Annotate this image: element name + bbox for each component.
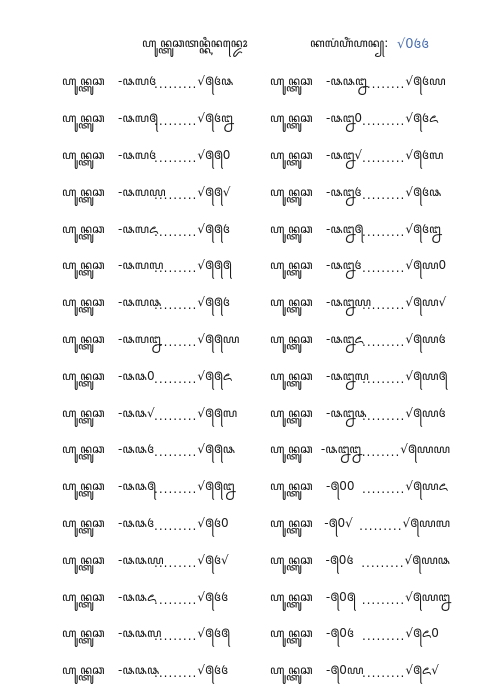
index-entry xyxy=(270,140,450,177)
entry-page-ref: √꧕꧕꧔ xyxy=(197,295,230,310)
entry-label: ꦲꦸꦤ꧀ꦠꦸꦕ xyxy=(62,331,105,346)
entry-number: -꧘꧒꧗ xyxy=(326,368,369,383)
entry-page-ref: √꧕꧕꧒ xyxy=(197,479,235,494)
index-entry xyxy=(62,213,242,250)
entry-page-ref: √꧕꧙꧕ xyxy=(405,368,448,383)
entry-number: -꧘꧗꧔ xyxy=(118,74,157,89)
entry-page-ref: √꧕꧙√ xyxy=(405,295,447,310)
entry-page-ref: √꧕꧕꧗ xyxy=(197,405,238,420)
entry-leader-dots: ......... xyxy=(362,298,406,313)
index-entry xyxy=(270,324,450,361)
entry-number: -꧘꧒꧖ xyxy=(326,331,364,346)
entry-label: ꦲꦸꦤ꧀ꦠꦸꦕ xyxy=(270,663,313,678)
entry-label: ꦲꦸꦤ꧀ꦠꦸꦕ xyxy=(270,479,313,494)
index-entry xyxy=(270,397,450,434)
entry-leader-dots: ......... xyxy=(362,666,406,681)
entry-leader-dots: ......... xyxy=(154,555,198,570)
entry-page-ref: √꧕꧕√ xyxy=(197,184,231,199)
entry-label: ꦲꦸꦤ꧀ꦠꦸꦕ xyxy=(62,589,105,604)
entry-number: -꧘꧘꧒ xyxy=(326,74,367,89)
entry-number: -꧘꧗꧖ xyxy=(118,221,159,236)
entry-number: -꧘꧒꧕ xyxy=(326,221,364,236)
entry-label: ꦲꦸꦤ꧀ꦠꦸꦕ xyxy=(270,589,313,604)
entry-leader-dots: ......... xyxy=(154,114,198,129)
entry-number: -꧘꧒꧙ xyxy=(326,295,371,310)
index-entry xyxy=(62,544,242,581)
entry-label: ꦲꦸꦤ꧀ꦠꦸꦕ xyxy=(270,626,313,641)
entry-number: -꧘꧘√ xyxy=(118,405,155,420)
entry-number: -꧘꧒0 xyxy=(326,111,363,126)
index-entry xyxy=(270,508,450,545)
index-entry xyxy=(62,176,242,213)
entry-number: -꧘꧘꧖ xyxy=(118,589,157,604)
index-entry xyxy=(62,471,242,508)
entry-number: -꧘꧘꧕ xyxy=(118,479,156,494)
index-entry xyxy=(270,66,450,103)
entry-leader-dots: ......... xyxy=(154,482,198,497)
entry-page-ref: √꧕꧔√ xyxy=(197,552,229,567)
entry-page-ref: √꧕꧕꧙ xyxy=(197,331,240,346)
entry-page-ref: √꧕꧕0 xyxy=(197,147,231,162)
entry-leader-dots: ......... xyxy=(362,114,406,129)
entry-label: ꦲꦸꦤ꧀ꦠꦸꦕ xyxy=(62,515,105,530)
entry-page-ref: √꧕꧙꧖ xyxy=(405,479,448,494)
entry-number: -꧘꧒꧒ xyxy=(320,442,362,457)
entry-leader-dots: ......... xyxy=(361,592,406,607)
index-entry xyxy=(270,287,450,324)
index-entry xyxy=(62,397,242,434)
entry-number: -꧘꧘꧔ xyxy=(118,515,155,530)
entry-label: ꦲꦸꦤ꧀ꦠꦸꦕ xyxy=(62,111,105,126)
index-entry xyxy=(62,655,242,692)
index-entry xyxy=(62,287,242,324)
entry-page-ref: √꧕꧕꧖ xyxy=(197,368,233,383)
entry-label: ꦲꦸꦤ꧀ꦠꦸꦕ xyxy=(62,626,105,641)
entry-leader-dots: ......... xyxy=(359,518,403,533)
entry-number: -꧕0√ xyxy=(324,515,353,530)
entry-label: ꦲꦸꦤ꧀ꦠꦸꦕ xyxy=(270,515,313,530)
index-entry xyxy=(62,324,242,361)
entry-leader-dots: ......... xyxy=(362,629,406,644)
entry-page-ref: √꧕꧔꧖ xyxy=(405,111,439,126)
entry-number: -꧘꧒꧔ xyxy=(326,258,362,273)
entry-page-ref: √꧕꧔꧒ xyxy=(197,111,233,126)
entry-leader-dots: ......... xyxy=(362,187,406,202)
entry-label: ꦲꦸꦤ꧀ꦠꦸꦕ xyxy=(270,74,313,89)
entry-leader-dots: ......... xyxy=(356,445,401,460)
entry-page-ref: √꧕꧙꧙ xyxy=(400,442,450,457)
entry-leader-dots: ......... xyxy=(154,77,198,92)
entry-number: -꧘꧗꧔ xyxy=(118,147,157,162)
entry-leader-dots: ......... xyxy=(154,224,198,239)
entry-leader-dots: ......... xyxy=(361,555,405,570)
entry-leader-dots: ......... xyxy=(154,666,198,681)
index-entry xyxy=(62,250,242,287)
entry-page-ref: √꧕꧙꧔ xyxy=(405,331,446,346)
entry-leader-dots: ......... xyxy=(154,518,198,533)
index-entry xyxy=(270,176,450,213)
entry-number: -꧘꧒꧔ xyxy=(326,184,362,199)
entry-leader-dots: ......... xyxy=(362,77,406,92)
entry-leader-dots: ......... xyxy=(362,408,406,423)
entry-number: -꧘꧒√ xyxy=(326,147,363,162)
entry-leader-dots: ......... xyxy=(362,224,406,239)
entry-number: -꧘꧘0 xyxy=(118,368,155,383)
entry-leader-dots: ......... xyxy=(362,334,406,349)
entry-leader-dots: ......... xyxy=(154,629,198,644)
page-header xyxy=(0,34,494,56)
index-entry xyxy=(62,434,242,471)
entry-page-ref: √꧕꧔꧘ xyxy=(197,74,234,89)
index-entry xyxy=(270,581,450,618)
entry-label: ꦲꦸꦤ꧀ꦠꦸꦕ xyxy=(270,552,313,567)
entry-label: ꦲꦸꦤ꧀ꦠꦸꦕ xyxy=(270,295,313,310)
entry-number: -꧘꧘꧙ xyxy=(118,552,164,567)
entry-page-ref: √꧕꧔꧘ xyxy=(405,184,442,199)
entry-page-ref: √꧕꧕꧕ xyxy=(197,258,232,273)
entry-page-ref: √꧕꧙꧗ xyxy=(402,515,450,530)
entry-label: ꦲꦸꦤ꧀ꦠꦸꦕ xyxy=(270,184,313,199)
index-entry xyxy=(62,360,242,397)
entry-page-ref: √꧕꧔0 xyxy=(197,515,229,530)
entry-page-ref: √꧕꧙0 xyxy=(405,258,447,273)
entry-label: ꦲꦸꦤ꧀ꦠꦸꦕ xyxy=(62,221,105,236)
entry-label: ꦲꦸꦤ꧀ꦠꦸꦕ xyxy=(62,442,105,457)
entry-number: -꧘꧘꧔ xyxy=(118,442,155,457)
entry-label: ꦲꦸꦤ꧀ꦠꦸꦕ xyxy=(270,331,313,346)
entry-label: ꦲꦸꦤ꧀ꦠꦸꦕ xyxy=(270,147,313,162)
entry-label: ꦲꦸꦤ꧀ꦠꦸꦕ xyxy=(62,74,105,89)
entry-page-ref: √꧕꧔꧙ xyxy=(405,74,446,89)
entry-label: ꦲꦸꦤ꧀ꦠꦸꦕ xyxy=(270,111,313,126)
entry-leader-dots: ......... xyxy=(154,150,198,165)
entry-leader-dots: ......... xyxy=(362,482,406,497)
entry-page-ref: √꧕꧕꧘ xyxy=(197,442,236,457)
index-entry xyxy=(270,250,450,287)
entry-page-ref: √꧕꧖√ xyxy=(405,663,439,678)
entry-page-ref: √꧕꧙꧔ xyxy=(405,405,446,420)
entry-leader-dots: ......... xyxy=(154,592,198,607)
document-title: ꦲꦸꦤ꧀ꦠꦸꦕꦠꦤ꧀ꦏꦶꦤꦤ꧀ꦢꦺꦴ xyxy=(142,36,248,50)
index-entry xyxy=(270,434,450,471)
entry-number: -꧕0꧙ xyxy=(326,663,364,678)
entry-leader-dots: ......... xyxy=(154,445,198,460)
entry-number: -꧘꧗꧕ xyxy=(118,111,158,126)
entry-page-ref: √꧕꧙꧒ xyxy=(405,589,450,604)
entry-number: -꧘꧗꧙ xyxy=(118,184,166,199)
entry-page-ref: √꧕꧕꧔ xyxy=(197,221,230,236)
entry-page-ref: √꧕꧔꧕ xyxy=(197,626,230,641)
page-number: √0꧔꧔ xyxy=(397,37,429,52)
index-column-right xyxy=(270,66,450,692)
index-entry xyxy=(270,544,450,581)
index-column-left xyxy=(62,66,242,692)
index-entry xyxy=(270,618,450,655)
index-entry xyxy=(62,508,242,545)
index-entry xyxy=(62,103,242,140)
entry-page-ref: √꧕꧔꧔ xyxy=(197,589,229,604)
entry-label: ꦲꦸꦤ꧀ꦠꦸꦕ xyxy=(62,147,105,162)
entry-label: ꦲꦸꦤ꧀ꦠꦸꦕ xyxy=(62,258,105,273)
entry-label: ꦲꦸꦤ꧀ꦠꦸꦕ xyxy=(270,221,313,236)
entry-label: ꦲꦸꦤ꧀ꦠꦸꦕ xyxy=(270,405,313,420)
index-entry xyxy=(62,581,242,618)
entry-leader-dots: ......... xyxy=(154,371,198,386)
entry-number: -꧘꧒꧘ xyxy=(326,405,367,420)
entry-label: ꦲꦸꦤ꧀ꦠꦸꦕ xyxy=(62,405,105,420)
entry-label: ꦲꦸꦤ꧀ꦠꦸꦕ xyxy=(270,258,313,273)
entry-leader-dots: ......... xyxy=(154,261,198,276)
index-entry xyxy=(270,471,450,508)
entry-page-ref: √꧕꧙꧘ xyxy=(404,552,450,567)
index-entry xyxy=(270,360,450,397)
index-entry xyxy=(62,140,242,177)
entry-label: ꦲꦸꦤ꧀ꦠꦸꦕ xyxy=(62,663,105,678)
entry-number: -꧘꧘꧗ xyxy=(118,626,162,641)
index-entry xyxy=(270,655,450,692)
entry-label: ꦲꦸꦤ꧀ꦠꦸꦕ xyxy=(62,479,105,494)
entry-number: -꧕0꧕ xyxy=(325,589,356,604)
index-entry xyxy=(270,213,450,250)
entry-leader-dots: ......... xyxy=(154,298,198,313)
entry-label: ꦲꦸꦤ꧀ꦠꦸꦕ xyxy=(62,184,105,199)
entry-number: -꧕00 xyxy=(326,479,355,494)
index-entry xyxy=(270,103,450,140)
entry-leader-dots: ......... xyxy=(154,187,198,202)
entry-label: ꦲꦸꦤ꧀ꦠꦸꦕ xyxy=(270,442,313,457)
entry-number: -꧘꧘꧘ xyxy=(118,663,160,678)
page-label: ꦏꦭꦁꦲꦶꦁꦲꦤ꧀: xyxy=(310,36,389,50)
entry-page-ref: √꧕꧔꧒ xyxy=(405,221,441,236)
entry-page-ref: √꧕꧔꧔ xyxy=(197,663,229,678)
entry-number: -꧕0꧔ xyxy=(326,626,354,641)
entry-page-ref: √꧕꧖0 xyxy=(405,626,439,641)
entry-number: -꧘꧗꧘ xyxy=(118,295,162,310)
entry-page-ref: √꧕꧔꧗ xyxy=(405,147,444,162)
entry-label: ꦲꦸꦤ꧀ꦠꦸꦕ xyxy=(270,368,313,383)
index-entry xyxy=(62,618,242,655)
entry-number: -꧘꧗꧒ xyxy=(118,331,161,346)
entry-leader-dots: ......... xyxy=(362,150,406,165)
entry-label: ꦲꦸꦤ꧀ꦠꦸꦕ xyxy=(62,368,105,383)
entry-label: ꦲꦸꦤ꧀ꦠꦸꦕ xyxy=(62,552,105,567)
entry-label: ꦲꦸꦤ꧀ꦠꦸꦕ xyxy=(62,295,105,310)
entry-leader-dots: ......... xyxy=(154,334,198,349)
entry-leader-dots: ......... xyxy=(154,408,198,423)
entry-number: -꧘꧗꧗ xyxy=(118,258,164,273)
entry-number: -꧕0꧔ xyxy=(325,552,354,567)
entry-leader-dots: ......... xyxy=(362,261,406,276)
index-entry xyxy=(62,66,242,103)
entry-leader-dots: ......... xyxy=(362,371,406,386)
